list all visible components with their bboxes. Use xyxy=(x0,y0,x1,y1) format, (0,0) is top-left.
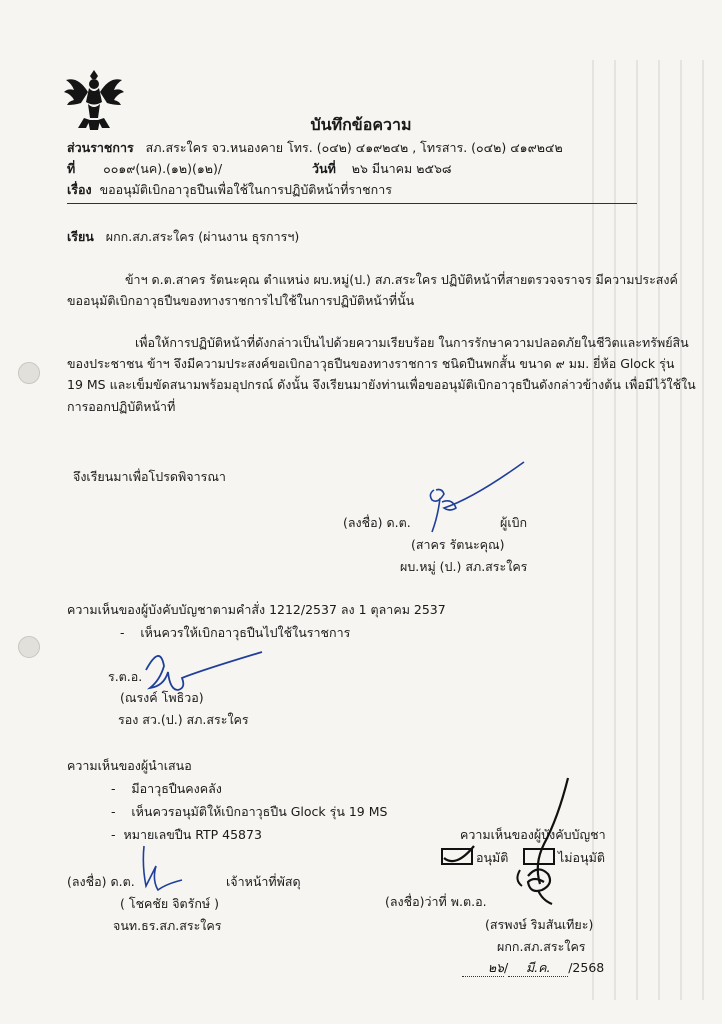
commander-item: - เห็นควรให้เบิกอาวุธปืนไปใช้ในราชการ xyxy=(120,625,351,640)
commander-position: รอง สว.(ป.) สภ.สระใคร xyxy=(118,712,249,727)
ref-row xyxy=(67,161,222,177)
header-divider xyxy=(67,203,637,204)
punch-hole xyxy=(18,362,40,384)
approval-date: ๒๖/ มี.ค. /2568 xyxy=(462,960,604,977)
office-row xyxy=(67,140,563,156)
approver-sign-prefix: (ลงชื่อ)ว่าที่ พ.ต.อ. xyxy=(385,894,487,909)
subject-label: เรื่อง xyxy=(67,182,92,197)
approve-label: อนุมัติ xyxy=(476,850,509,865)
commander-heading: ความเห็นของผู้บังคับบัญชาตามคำสั่ง 1212/2537 ลง 1 ตุลาคม 2537 xyxy=(67,602,446,617)
approver-signature xyxy=(498,772,588,922)
salutation-row xyxy=(67,229,299,245)
presenter-sign-prefix: (ลงชื่อ) ด.ต. xyxy=(67,874,135,889)
body-line: การออกปฏิบัติหน้าที่ xyxy=(67,399,176,414)
salutation-value: ผกก.สภ.สระใคร (ผ่านงาน ธุรการฯ) xyxy=(105,229,300,244)
requester-signature xyxy=(410,458,540,538)
date-label: วันที่ xyxy=(312,161,336,176)
commander-signature xyxy=(138,640,268,710)
presenter-signature xyxy=(132,842,192,902)
approver-name: (สรพงษ์ ริมสันเทียะ) xyxy=(485,917,594,932)
body-line: เพื่อให้การปฏิบัติหน้าที่ดังกล่าวเป็นไปด้วยความเรียบร้อย ในการรักษาความปลอดภัยในชีวิตและทรัพย์สิน xyxy=(135,335,689,350)
presenter-item: - หมายเลขปืน RTP 45873 xyxy=(111,827,262,842)
presenter-name: ( โชคชัย จิตรักษ์ ) xyxy=(120,896,220,911)
approve-checkmark xyxy=(440,842,480,872)
office-value: สภ.สระใคร จว.หนองคาย โทร. (๐๔๒) ๔๑๙๒๔๒ , โทรสาร. (๐๔๒) ๔๑๙๒๔๒ xyxy=(145,140,563,155)
commander-name: (ณรงค์ โพธิวอ) xyxy=(120,690,204,705)
requester-sign-prefix: (ลงชื่อ) ด.ต. xyxy=(343,515,411,530)
presenter-heading: ความเห็นของผู้นำเสนอ xyxy=(67,758,192,773)
salutation-label: เรียน xyxy=(67,229,94,244)
closing-line: จึงเรียนมาเพื่อโปรดพิจารณา xyxy=(73,469,226,484)
requester-role: ผู้เบิก xyxy=(500,515,528,530)
approver-position: ผกก.สภ.สระใคร xyxy=(497,939,586,954)
ref-value: ๐๐๑๙(นค).(๑๒)(๑๒)/ xyxy=(103,161,223,176)
punch-hole xyxy=(18,636,40,658)
ref-label: ที่ xyxy=(67,161,76,176)
approval-heading: ความเห็นของผู้บังคับบัญชา xyxy=(460,827,606,842)
presenter-role: เจ้าหน้าที่พัสดุ xyxy=(226,874,301,889)
commander-rank: ร.ต.อ. xyxy=(108,669,143,684)
body-line: 19 MS และเข็มขัดสนามพร้อมอุปกรณ์ ดังนั้น จึงเรียนมายังท่านเพื่อขออนุมัติเบิกอาวุธปืนดังกล่าวข้างต้น เพื่อมีไว้ใช้ใน xyxy=(67,377,696,392)
body-line: ข้าฯ ด.ต.สาคร รัตนะคุณ ตำแหน่ง ผบ.หมู่(ป.) สภ.สระใคร ปฏิบัติหน้าที่สายตรวจจราจร มีความประสงค์ xyxy=(125,272,678,287)
presenter-item: - มีอาวุธปืนคงคลัง xyxy=(111,781,222,796)
date-row xyxy=(312,161,452,177)
presenter-item: - เห็นควรอนุมัติให้เบิกอาวุธปืน Glock รุ่น 19 MS xyxy=(111,804,388,819)
presenter-position: จนท.ธร.สภ.สระใคร xyxy=(113,918,222,933)
body-line: ขออนุมัติเบิกอาวุธปืนของทางราชการไปใช้ในการปฏิบัติหน้าที่นั้น xyxy=(67,293,415,308)
office-label: ส่วนราชการ xyxy=(67,140,134,155)
subject-value: ขออนุมัติเบิกอาวุธปืนเพื่อใช้ในการปฏิบัติหน้าที่ราชการ xyxy=(99,182,392,197)
date-value: ๒๖ มีนาคม ๒๕๖๘ xyxy=(351,161,452,176)
reject-label: ไม่อนุมัติ xyxy=(558,850,605,865)
subject-row xyxy=(67,182,392,198)
bleed-through-texture xyxy=(592,60,722,1000)
memo-title: บันทึกข้อความ xyxy=(310,115,412,134)
requester-position: ผบ.หมู่ (ป.) สภ.สระใคร xyxy=(400,559,528,574)
body-line: ของประชาชน ข้าฯ จึงมีความประสงค์ขอเบิกอาวุธปืนของทางราชการ ชนิดปืนพกสั้น ขนาด ๙ มม. ยี่ห้อ Glock รุ่น xyxy=(67,356,675,371)
requester-name: (สาคร รัตนะคุณ) xyxy=(411,537,505,552)
